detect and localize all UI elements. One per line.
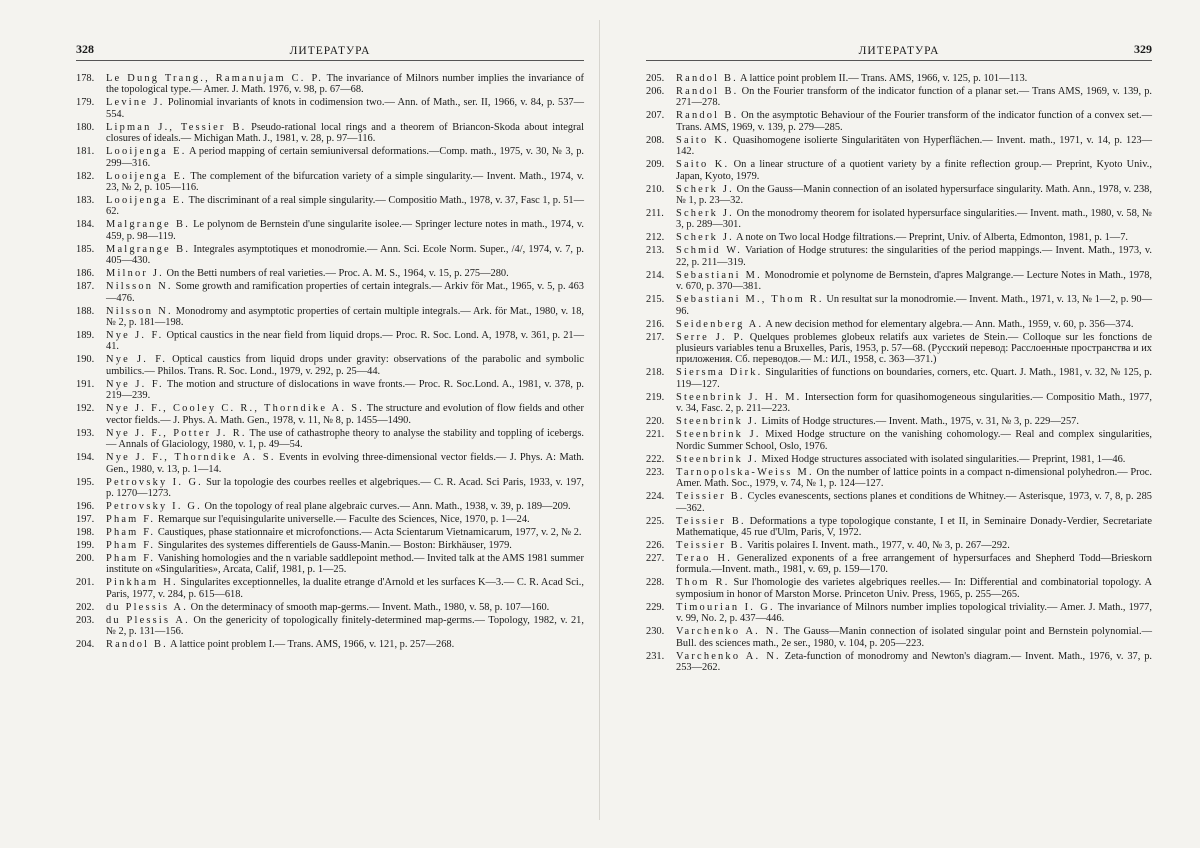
reference-number: 208.	[646, 134, 665, 146]
reference-item	[646, 626, 1152, 649]
reference-item	[76, 73, 584, 96]
reference-author: Varchenko A. N.	[676, 626, 781, 638]
reference-author: Scherk J.	[676, 208, 734, 220]
reference-text: Variation of Hodge strutures: the singularities of the period mappings.— Invent. Math., 1973, v. 22, p. 211—319.	[676, 245, 1152, 268]
reference-item	[76, 171, 584, 194]
reference-author: Petrovsky I. G.	[106, 476, 203, 488]
reference-item	[646, 454, 1152, 465]
reference-text: Integrales asymptotiques et monodromie.— Ann. Sci. Ecole Norm. Super., /4/, 1974, v. 7, p. 405—430.	[106, 243, 584, 267]
reference-number: 210.	[646, 183, 665, 195]
reference-item	[76, 639, 584, 650]
reference-item	[76, 330, 584, 353]
reference-number: 188.	[76, 305, 95, 317]
reference-text: Some growth and ramification properties of certain integrals.— Arkiv för Mat., 1965, v. 5, p. 463—476.	[106, 281, 584, 304]
reference-author: Randol B.	[676, 86, 739, 97]
reference-author: Nye J. F., Thorndike A. S.	[106, 452, 276, 464]
reference-item	[646, 392, 1152, 415]
reference-text: Pseudo-rational local rings and a theorem of Briancon-Skoda about integral closures of ideals.— Michigan Math. J., 1981, v. 28, p. 97—116.	[106, 121, 585, 145]
reference-text: On the genericity of topologically finitely-determined map-germs.— Topology, 1982, v. 21, № 2, p. 131—156.	[106, 614, 584, 638]
reference-text: A period mapping of certain semiuniversal deformations.—Comp. math., 1975, v. 30, № 3, p. 299—316.	[106, 146, 584, 169]
reference-list	[646, 73, 1152, 673]
reference-text: Singularites des systemes differentiels de Gauss-Manin.— Boston: Birkhäuser, 1979.	[157, 539, 512, 551]
reference-number: 194.	[76, 452, 95, 464]
reference-author: Milnor J.	[106, 268, 164, 280]
reference-number: 214.	[646, 269, 665, 281]
reference-author: Steenbrink J.	[676, 429, 761, 441]
reference-item	[76, 122, 584, 145]
reference-item	[646, 110, 1152, 133]
reference-list	[76, 73, 584, 651]
reference-author: Scherk J.	[676, 232, 734, 244]
reference-author: du Plessis A.	[106, 614, 190, 626]
reference-text: Polinomial invariants of knots in codimension two.— Ann. of Math., ser. II, 1966, v. 84, p. 537—554.	[106, 97, 584, 120]
reference-text: Varitis polaires I. Invent. math., 1977, v. 40, № 3, p. 267—292.	[746, 539, 1010, 551]
reference-author: Saito K.	[676, 159, 730, 171]
reference-author: Nye J. F.	[106, 378, 164, 390]
reference-text: Generalized exponents of a free arrangement of hypersurfaces and Shepherd Todd—Brieskorn formula.—Invent. math., 1981, v. 69, p. 159—170.	[676, 552, 1152, 576]
reference-number: 211.	[646, 208, 664, 220]
reference-item	[646, 86, 1152, 109]
reference-item	[76, 146, 584, 169]
reference-text: Monodromie et polynome de Bernstein, d'apres Malgrange.— Lecture Notes in Math., 1978, v. 670, p. 370—381.	[676, 269, 1153, 293]
reference-author: Randol B.	[676, 110, 739, 122]
reference-author: Looijenga E.	[106, 170, 187, 182]
reference-number: 228.	[646, 577, 665, 589]
reference-number: 218.	[646, 367, 665, 379]
reference-text: A lattice point problem I.— Trans. AMS, 1966, v. 121, p. 257—268.	[169, 639, 455, 651]
reference-number: 185.	[76, 243, 95, 255]
reference-author: Nye J. F., Potter J. R.	[106, 427, 247, 439]
reference-text: On the Gauss—Manin connection of an isolated hypersurface singularity. Math. Ann., 1978, v. 238, № 1, p. 23—32.	[676, 183, 1152, 207]
reference-author: Looijenga E.	[106, 146, 187, 158]
reference-item	[646, 294, 1152, 317]
reference-item	[646, 135, 1152, 158]
reference-text: Optical caustics from liquid drops under gravity: observations of the parabolic and symbolic umbilics.— Philos. Trans. R. Soc. Lond., 1979, v. 292, p. 25—44.	[106, 354, 584, 377]
reference-author: Steenbrink J.	[676, 416, 759, 428]
reference-number: 191.	[76, 378, 95, 390]
reference-number: 187.	[76, 281, 95, 293]
reference-number: 226.	[646, 539, 665, 551]
reference-item	[646, 270, 1152, 293]
reference-author: Randol B.	[106, 639, 168, 651]
reference-text: Remarque sur l'equisingularite universelle.— Faculte des Sciences, Nice, 1970, p. 1—24.	[157, 513, 530, 525]
reference-number: 193.	[76, 427, 95, 439]
reference-author: Steenbrink J.	[676, 453, 759, 465]
reference-text: Singularites exceptionnelles, la dualite etrange d'Arnold et les surfaces K—3.— C. R. Acad Sci., Paris, 1977, v. 284, p. 615—618.	[106, 577, 584, 600]
reference-number: 199.	[76, 539, 95, 551]
reference-item	[76, 195, 584, 218]
reference-number: 183.	[76, 195, 95, 207]
reference-number: 212.	[646, 232, 665, 244]
reference-text: On the asymptotic Behaviour of the Fourier transform of the indicator function of a convex set.— Trans. AMS, 1969, v. 139, p. 279—285.	[676, 110, 1152, 133]
reference-author: Varchenko A. N.	[676, 650, 781, 662]
reference-number: 206.	[646, 86, 665, 97]
reference-item	[646, 73, 1152, 84]
reference-item	[646, 159, 1152, 182]
reference-author: Malgrange B.	[106, 219, 190, 231]
reference-text: Caustiques, phase stationnaire et microfonctions.— Acta Scientarum Vietnamicarum, 1977, v. 2, № 2.	[157, 526, 582, 538]
reference-number: 229.	[646, 601, 665, 613]
reference-item	[76, 428, 584, 451]
reference-author: Looijenga E.	[106, 195, 187, 207]
page-number: 329	[1134, 42, 1152, 56]
running-title: ЛИТЕРАТУРА	[289, 45, 371, 57]
reference-number: 197.	[76, 513, 95, 525]
reference-number: 201.	[76, 577, 95, 589]
reference-number: 180.	[76, 121, 95, 133]
reference-text: On the topology of real plane algebraic curves.— Ann. Math., 1938, v. 39, p. 189—209.	[204, 500, 571, 512]
reference-item	[646, 184, 1152, 207]
reference-author: Thom R.	[676, 577, 730, 589]
reference-number: 217.	[646, 331, 665, 343]
reference-text: Intersection form for quasihomogeneous singularities.— Compositio Math., 1977, v. 34, Fasc. 2, p. 211—223.	[676, 391, 1152, 415]
reference-number: 225.	[646, 515, 665, 527]
reference-text: Un resultat sur la monodromie.— Invent. Math., 1971, v. 13, № 1—2, p. 90—96.	[676, 294, 1152, 317]
reference-author: Siersma Dirk.	[676, 367, 763, 379]
reference-number: 203.	[76, 614, 95, 626]
reference-author: Lipman J., Tessier B.	[106, 121, 247, 133]
reference-text: The discriminant of a real simple singularity.— Compositio Math., 1978, v. 37, Fasc 1, p. 51—62.	[106, 195, 584, 218]
reference-number: 219.	[646, 391, 665, 403]
reference-text: The invariance of Milnors number implies the invariance of the topological type.— Amer. J. Math. 1976, v. 98, p. 67—68.	[106, 73, 584, 96]
reference-author: Randol B.	[676, 73, 738, 84]
reference-item	[646, 208, 1152, 231]
reference-author: Malgrange B.	[106, 243, 191, 255]
reference-author: Petrovsky I. G.	[106, 500, 202, 512]
reference-text: A note on Two local Hodge filtrations.— Preprint, Univ. of Alberta, Edmonton, 1981, p. 1—7.	[735, 232, 1128, 244]
reference-text: A new decision method for elementary algebra.— Ann. Math., 1959, v. 60, p. 356—374.	[765, 318, 1134, 330]
reference-item	[646, 232, 1152, 243]
reference-number: 192.	[76, 403, 95, 415]
reference-author: Terao H.	[676, 552, 733, 564]
reference-text: Sur la topologie des courbes reelles et algebriques.— C. R. Acad. Sci Paris, 1933, v. 197, p. 1270—1273.	[106, 476, 584, 499]
reference-item	[76, 553, 584, 576]
reference-number: 221.	[646, 429, 665, 441]
reference-author: Pham F.	[106, 526, 156, 538]
reference-number: 205.	[646, 73, 665, 84]
reference-number: 204.	[76, 639, 95, 651]
reference-text: On the determinacy of smooth map-germs.— Invent. Math., 1980, v. 58, p. 107—160.	[190, 601, 550, 613]
reference-text: A lattice point problem II.— Trans. AMS, 1966, v. 125, p. 101—113.	[739, 73, 1028, 84]
reference-item	[76, 527, 584, 538]
reference-number: 198.	[76, 526, 95, 538]
reference-author: Seidenberg A.	[676, 318, 764, 330]
reference-text: Zeta-function of monodromy and Newton's diagram.— Invent. Math., 1976, v. 37, p. 253—262.	[676, 650, 1152, 673]
reference-item	[76, 219, 584, 242]
reference-item	[646, 245, 1152, 268]
running-header	[646, 38, 1152, 61]
reference-item	[646, 577, 1152, 600]
reference-text: On the monodromy theorem for isolated hypersurface singularities.— Invent. math., 1980, v. 58, № 3, p. 289—301.	[676, 208, 1152, 231]
reference-author: Timourian I. G.	[676, 601, 775, 613]
reference-text: Optical caustics in the near field from liquid drops.— Proc. R. Soc. Lond. A, 1978, v. 361, p. 21—41.	[106, 330, 584, 353]
reference-text: On the Betti numbers of real varieties.— Proc. A. M. S., 1964, v. 15, p. 275—280.	[166, 268, 509, 280]
reference-number: 230.	[646, 626, 665, 638]
reference-author: Steenbrink J. H. M.	[676, 391, 802, 403]
reference-author: Teissier B.	[676, 515, 746, 527]
reference-item	[646, 651, 1152, 674]
reference-item	[646, 319, 1152, 330]
reference-text: Deformations a type topologique constante, I et II, in Seminaire Donady-Verdier, Secretariate Mathematique, 45 rue d'Ulm, Paris, V, 1972.	[676, 515, 1152, 538]
reference-item	[76, 97, 584, 120]
reference-item	[646, 429, 1152, 452]
reference-number: 215.	[646, 294, 665, 306]
reference-item	[76, 268, 584, 279]
reference-item	[76, 514, 584, 525]
reference-author: Nye J. F.	[106, 354, 168, 366]
reference-author: Sebastiani M.	[676, 269, 762, 281]
reference-item	[76, 379, 584, 402]
reference-number: 178.	[76, 73, 95, 84]
reference-author: du Plessis A.	[106, 601, 189, 613]
reference-number: 196.	[76, 500, 95, 512]
reference-text: The Gauss—Manin connection of isolated singular point and Bernstein polynomial.— Bull. des sciences math., 2e ser., 1980, v. 104, p. 205—223.	[676, 626, 1152, 649]
reference-item	[76, 540, 584, 551]
reference-item	[76, 602, 584, 613]
reference-text: On a linear structure of a quotient variety by a finite reflection group.— Preprint, Kyoto Univ., Japan, Kyoto, 1979.	[676, 159, 1152, 182]
reference-text: Vanishing homologies and the n variable saddlepoint method.— Invited talk at the AMS 1981 summer institute on «Singularities», Arcata, Calif, 1981, p. 1—25.	[106, 552, 584, 576]
reference-author: Serre J. P.	[676, 331, 746, 343]
reference-number: 224.	[646, 491, 665, 503]
reference-number: 202.	[76, 601, 95, 613]
reference-author: Sebastiani M., Thom R.	[676, 294, 824, 306]
reference-item	[76, 501, 584, 512]
reference-item	[76, 281, 584, 304]
reference-text: The motion and structure of dislocations in wave fronts.— Proc. R. Soc.Lond. A., 1981, v. 378, p. 219—239.	[106, 378, 584, 402]
reference-number: 200.	[76, 552, 95, 564]
reference-number: 195.	[76, 476, 95, 488]
reference-number: 216.	[646, 318, 665, 330]
reference-author: Tarnopolska-Weiss M.	[676, 466, 814, 478]
reference-item	[646, 332, 1152, 366]
reference-text: Singularities of functions on boundaries, corners, etc. Quart. J. Math., 1981, v. 32, № 125, p. 119—127.	[676, 367, 1152, 390]
reference-text: Le polynom de Bernstein d'une singularite isolee.— Springer lecture notes in math., 1974, v. 459, p. 98—119.	[106, 219, 584, 242]
reference-text: Quasihomogene isolierte Singularitäten von Hyperflächen.— Invent. math., 1971, v. 14, p. 123—142.	[676, 134, 1152, 158]
reference-number: 182.	[76, 170, 95, 182]
reference-number: 189.	[76, 330, 95, 342]
reference-item	[646, 367, 1152, 390]
reference-item	[646, 602, 1152, 625]
reference-text: Limits of Hodge structures.— Invent. Math., 1975, v. 31, № 3, p. 229—257.	[761, 416, 1079, 428]
reference-text: The use of cathastrophe theory to analyse the stability and toppling of icebergs.— Annals of Glaciology, 1980, v. 1, p. 49—54.	[106, 427, 585, 451]
reference-number: 220.	[646, 416, 665, 428]
reference-item	[76, 577, 584, 600]
reference-number: 231.	[646, 650, 665, 662]
reference-text: On the Fourier transform of the indicator function of a planar set.— Trans AMS, 1969, v. 139, p. 271—278.	[676, 86, 1152, 109]
reference-text: Mixed Hodge structure on the vanishing cohomology.— Real and complex singularities, Nordic Summer School, Oslo, 1976.	[676, 429, 1152, 452]
reference-author: Teissier B.	[676, 539, 745, 551]
reference-text: Quelques problemes globeux relatifs aux varietes de Stein.— Colloque sur les fonctions de plusieurs variables tenu a Bruxelles, Paris, 1953, p. 57—68. (Русский перевод: Расслоенные пространства и их приложения. Сб. переводов.— М.: ИЛ., 1958, с. 363—371.)	[676, 331, 1152, 366]
reference-item	[76, 477, 584, 500]
reference-number: 181.	[76, 146, 95, 158]
reference-number: 223.	[646, 466, 665, 478]
reference-author: Pham F.	[106, 513, 156, 525]
reference-author: Nye J. F.	[106, 330, 164, 342]
reference-item	[646, 540, 1152, 551]
reference-item	[646, 516, 1152, 539]
reference-item	[76, 354, 584, 377]
reference-item	[76, 244, 584, 267]
reference-text: The structure and evolution of flow fields and other vector fields.— J. Phys. A. Math. Gen., 1978, v. 11, № 8, p. 1455—1490.	[106, 403, 584, 426]
reference-number: 184.	[76, 219, 95, 231]
reference-number: 213.	[646, 245, 665, 257]
right-page	[600, 0, 1200, 848]
reference-author: Pham F.	[106, 539, 156, 551]
reference-item	[646, 553, 1152, 576]
reference-item	[646, 416, 1152, 427]
running-title: ЛИТЕРАТУРА	[858, 45, 940, 57]
reference-text: Mixed Hodge structures associated with isolated singularities.— Preprint, 1981, 1—46.	[761, 453, 1126, 465]
reference-number: 207.	[646, 110, 665, 122]
reference-author: Pinkham H.	[106, 577, 178, 589]
reference-number: 222.	[646, 453, 665, 465]
reference-author: Scherk J.	[676, 183, 734, 195]
reference-item	[76, 306, 584, 329]
reference-author: Levine J.	[106, 97, 165, 109]
reference-item	[646, 467, 1152, 490]
reference-number: 190.	[76, 354, 95, 366]
reference-text: Monodromy and asymptotic properties of certain multiple integrals.— Ark. för Mat., 1980, v. 18, № 2, p. 181—198.	[106, 305, 584, 329]
reference-number: 209.	[646, 159, 665, 171]
reference-author: Le Dung Trang., Ramanujam C. P.	[106, 73, 324, 84]
reference-text: The invariance of Milnors number implies topological triviality.— Amer. J. Math., 1977, v. 99, No. 2, p. 437—446.	[676, 601, 1152, 625]
reference-text: Cycles evanescents, sections planes et conditions de Whitney.— Asterisque, 1973, v. 7, 8, p. 285—362.	[676, 491, 1152, 514]
reference-number: 179.	[76, 97, 95, 109]
reference-number: 186.	[76, 268, 95, 280]
reference-item	[76, 452, 584, 475]
reference-text: Events in evolving three-dimensional vector fields.— J. Phys. A: Math. Gen., 1980, v. 13, p. 1—14.	[106, 452, 584, 475]
reference-author: Nilsson N.	[106, 281, 173, 293]
reference-author: Nye J. F., Cooley C. R., Thorndike A. S.	[106, 403, 365, 415]
reference-author: Teissier B.	[676, 491, 745, 503]
reference-author: Saito K.	[676, 134, 729, 146]
reference-author: Pham F.	[106, 552, 156, 564]
reference-item	[76, 403, 584, 426]
page-number: 328	[76, 42, 94, 56]
running-header	[76, 38, 584, 61]
reference-text: On the number of lattice points in a compact n-dimensional polyhedron.— Proc. Amer. Math. Soc., 1979, v. 74, № 1, p. 124—127.	[676, 466, 1152, 490]
reference-text: The complement of the bifurcation variety of a simple singularity.— Invent. Math., 1974, v. 23, № 2, p. 105—116.	[106, 170, 584, 194]
reference-item	[76, 615, 584, 638]
reference-text: Sur l'homologie des varietes algebriques reelles.— In: Differential and combinatorial topology. A symposium in honor of Marston Morse. Princeton Univ. Press, 1965, p. 255—265.	[676, 577, 1152, 600]
reference-author: Nilsson N.	[106, 305, 173, 317]
reference-item	[646, 491, 1152, 514]
reference-number: 227.	[646, 552, 665, 564]
reference-author: Schmid W.	[676, 245, 743, 257]
